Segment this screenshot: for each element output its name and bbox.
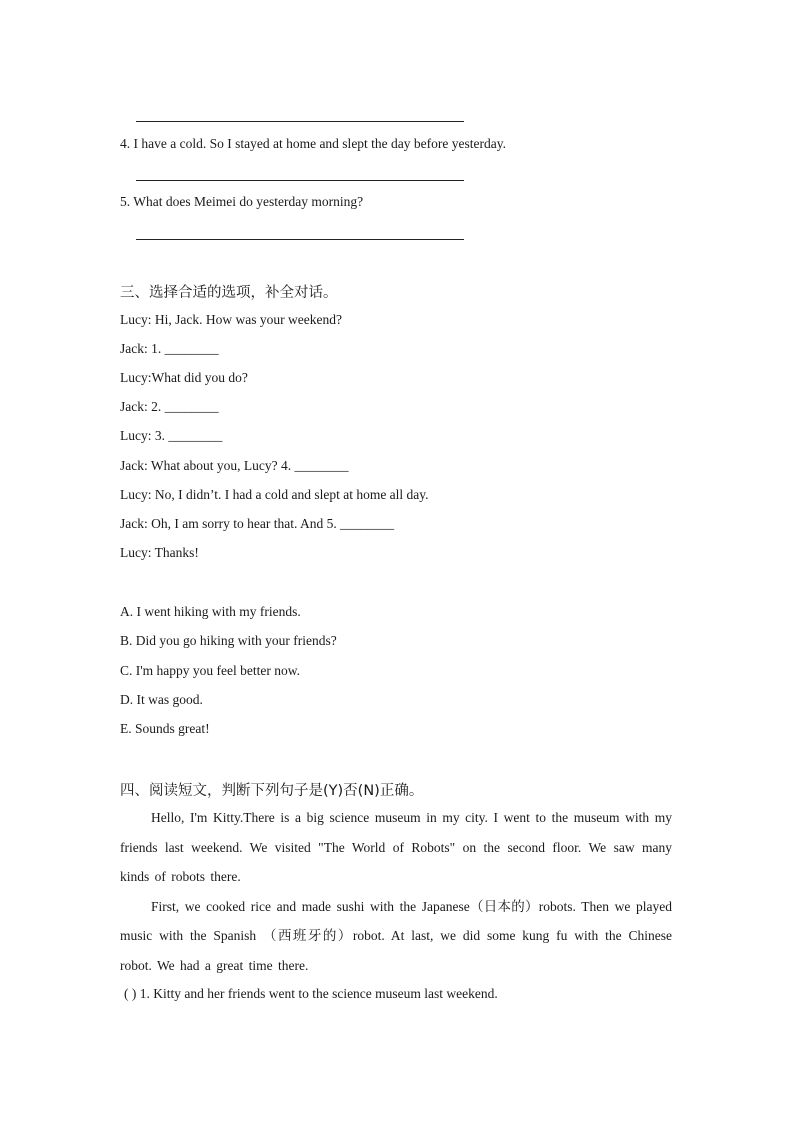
reading-passage (120, 803, 672, 980)
passage-paragraph-2: First, we cooked rice and made sushi with the Japanese（日本的）robots. Then we played music with the Spanish （西班牙的）robot. At last, we did some kung fu with the Chinese robot. We had a great time there. (120, 898, 672, 973)
dialogue-line: Lucy: 3. ________ (120, 428, 223, 443)
passage-paragraph-1: Hello, I'm Kitty.There is a big science museum in my city. I went to the museum with my friends last weekend. We visited "The World of Robots" on the second floor. We saw many kinds of robots there. (120, 810, 672, 884)
dialogue-line: Jack: Oh, I am sorry to hear that. And 5. ________ (120, 516, 395, 531)
dialogue-line: Jack: 2. ________ (120, 399, 219, 414)
question-5: 5. What does Meimei do yesterday morning? (120, 194, 364, 209)
section-3-title: 三、选择合适的选项，补全对话。 (120, 285, 338, 301)
option-b: B. Did you go hiking with your friends? (120, 633, 337, 648)
option-a: A. I went hiking with my friends. (120, 604, 301, 619)
answer-line-4[interactable] (136, 180, 464, 181)
dialogue-line: Lucy: Thanks! (120, 545, 199, 560)
dialogue-line: Lucy:What did you do? (120, 370, 248, 385)
option-d: D. It was good. (120, 692, 203, 707)
option-c: C. I'm happy you feel better now. (120, 663, 301, 678)
question-4: 4. I have a cold. So I stayed at home and slept the day before yesterday. (120, 136, 506, 151)
dialogue-line: Jack: 1. ________ (120, 341, 219, 356)
answer-line-3[interactable] (136, 121, 464, 122)
option-e: E. Sounds great! (120, 721, 210, 736)
dialogue-line: Lucy: No, I didn’t. I had a cold and slept at home all day. (120, 487, 429, 502)
section-4-title: 四、阅读短文，判断下列句子是(Y)否(N)正确。 (120, 783, 424, 799)
answer-line-5[interactable] (136, 239, 464, 240)
dialogue-line: Lucy: Hi, Jack. How was your weekend? (120, 312, 342, 327)
judgement-question-1: ( ) 1. Kitty and her friends went to the science museum last weekend. (124, 986, 498, 1001)
dialogue-line: Jack: What about you, Lucy? 4. ________ (120, 458, 349, 473)
